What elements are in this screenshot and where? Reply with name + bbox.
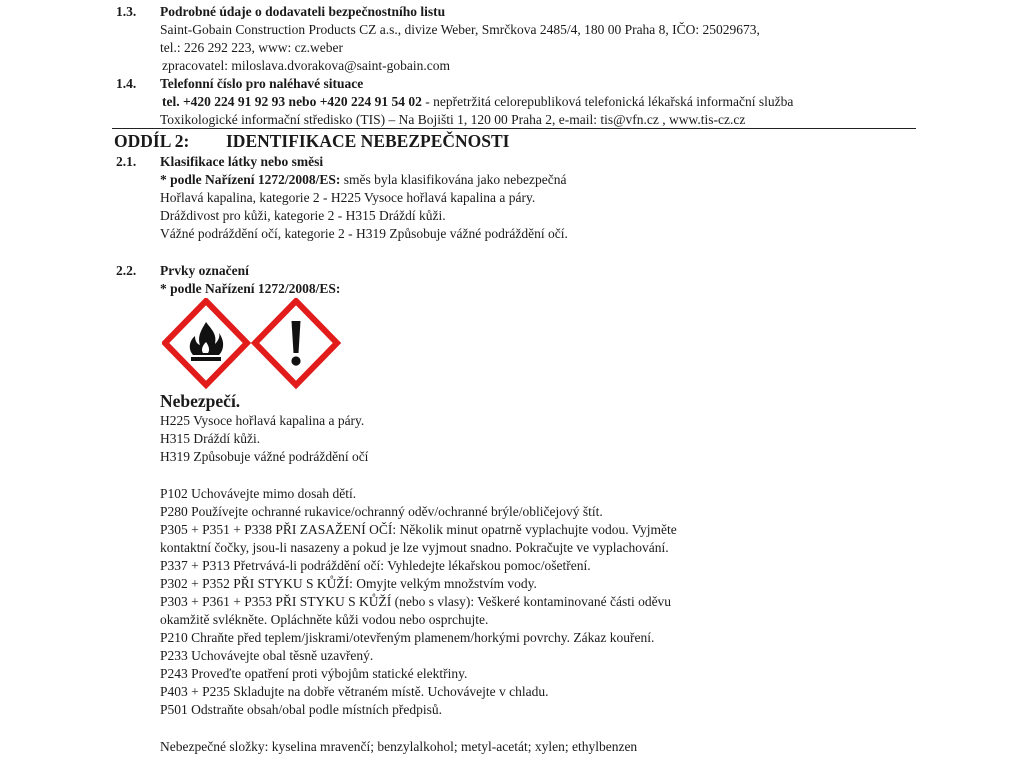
emergency-phone-line	[162, 93, 793, 111]
section-title-2-1: Klasifikace látky nebo směsi	[160, 154, 324, 169]
hazard-statement: H225 Vysoce hořlavá kapalina a páry.	[160, 413, 365, 428]
precautionary-statement: P337 + P313 Přetrvává-li podráždění očí: Vyhledejte lékařskou pomoc/ošetření.	[160, 558, 591, 573]
section-2-label: ODDÍL 2:	[114, 131, 190, 151]
precautionary-statement: P210 Chraňte před teplem/jiskrami/otevřeným plamenem/horkými povrchy. Zákaz kouření.	[160, 630, 655, 645]
classification-regulation-text: směs byla klasifikována jako nebezpečná	[340, 172, 567, 187]
section-number-1-4: 1.4.	[116, 76, 137, 91]
supplier-processor-email: zpracovatel: miloslava.dvorakova@saint-gobain.com	[162, 58, 450, 73]
signal-word: Nebezpečí.	[160, 391, 241, 411]
exclamation-pictogram-icon	[255, 301, 337, 385]
section-divider	[112, 128, 916, 129]
section-2-title: IDENTIFIKACE NEBEZPEČNOSTI	[226, 131, 510, 151]
section-2-heading	[114, 130, 509, 152]
section-title-2-2: Prvky označení	[160, 263, 249, 278]
classification-regulation-ref: * podle Nařízení 1272/2008/ES:	[160, 172, 341, 187]
precautionary-statement: okamžitě svlékněte. Opláchněte kůži vodou nebo osprchujte.	[160, 612, 489, 627]
precautionary-statement: P233 Uchovávejte obal těsně uzavřený.	[160, 648, 374, 663]
section-number-2-2: 2.2.	[116, 263, 137, 278]
supplier-contact: tel.: 226 292 223, www: cz.weber	[160, 40, 343, 55]
precautionary-statement: P305 + P351 + P338 PŘI ZASAŽENÍ OČÍ: Několik minut opatrně vyplachujte vodou. Vyjměte	[160, 522, 677, 537]
classification-regulation	[160, 171, 566, 189]
emergency-phone-desc: - nepřetržitá celorepubliková telefonická lékařská informační služba	[421, 94, 794, 109]
precautionary-statement: P403 + P235 Skladujte na dobře větraném místě. Uchovávejte v chladu.	[160, 684, 549, 699]
classification-line: Dráždivost pro kůži, kategorie 2 - H315 Dráždí kůži.	[160, 208, 446, 223]
hazardous-components: Nebezpečné složky: kyselina mravenčí; benzylalkohol; metyl-acetát; xylen; ethylbenzen	[160, 739, 638, 754]
precautionary-statement: P501 Odstraňte obsah/obal podle místních předpisů.	[160, 702, 442, 717]
section-number-2-1: 2.1.	[116, 154, 137, 169]
flame-pictogram-icon	[165, 301, 247, 385]
emergency-phone-numbers: tel. +420 224 91 92 93 nebo +420 224 91 54 02	[162, 94, 422, 109]
supplier-address: Saint-Gobain Construction Products CZ a.s., divize Weber, Smrčkova 2485/4, 180 00 Praha 8, IČO: 25029673,	[160, 22, 760, 37]
label-regulation-ref: * podle Nařízení 1272/2008/ES:	[160, 281, 341, 296]
section-title-1-4: Telefonní číslo pro naléhavé situace	[160, 76, 364, 91]
classification-line: Vážné podráždění očí, kategorie 2 - H319 Způsobuje vážné podráždění očí.	[160, 226, 568, 241]
precautionary-statement: P280 Používejte ochranné rukavice/ochranný oděv/ochranné brýle/obličejový štít.	[160, 504, 603, 519]
toxicology-center: Toxikologické informační středisko (TIS) – Na Bojišti 1, 120 00 Praha 2, e-mail: tis@vfn.cz , www.tis-cz.cz	[160, 112, 746, 127]
precautionary-statement: P102 Uchovávejte mimo dosah dětí.	[160, 486, 357, 501]
classification-line: Hořlavá kapalina, kategorie 2 - H225 Vysoce hořlavá kapalina a páry.	[160, 190, 536, 205]
hazard-statement: H319 Způsobuje vážné podráždění očí	[160, 449, 369, 464]
precautionary-statement: P243 Proveďte opatření proti výbojům statické elektřiny.	[160, 666, 468, 681]
precautionary-statement: kontaktní čočky, jsou-li nasazeny a pokud je lze vyjmout snadno. Pokračujte ve vyplachování.	[160, 540, 669, 555]
ghs-pictograms	[162, 298, 342, 390]
hazard-statement: H315 Dráždí kůži.	[160, 431, 261, 446]
section-number-1-3: 1.3.	[116, 4, 137, 19]
section-title-1-3: Podrobné údaje o dodavateli bezpečnostního listu	[160, 4, 446, 19]
precautionary-statement: P302 + P352 PŘI STYKU S KŮŽÍ: Omyjte velkým množstvím vody.	[160, 576, 537, 591]
precautionary-statement: P303 + P361 + P353 PŘI STYKU S KŮŽÍ (nebo s vlasy): Veškeré kontaminované části oděvu	[160, 594, 672, 609]
